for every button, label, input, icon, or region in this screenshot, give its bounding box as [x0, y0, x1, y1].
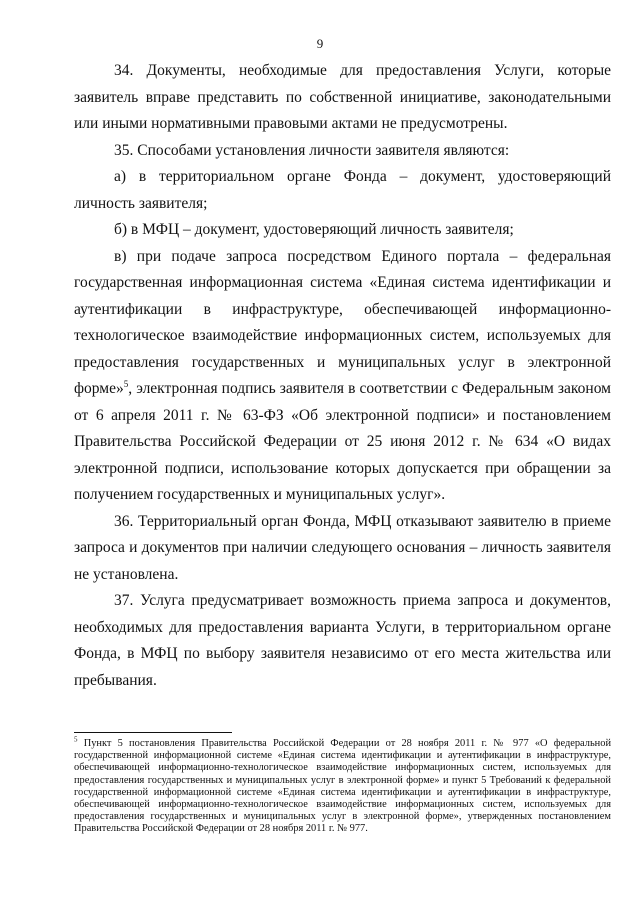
document-body — [74, 58, 611, 694]
paragraph-35-a: а) в территориальном органе Фонда – документ, удостоверяющий личность заявителя; — [74, 168, 611, 212]
paragraph-35-b: б) в МФЦ – документ, удостоверяющий личность заявителя; — [114, 221, 514, 238]
paragraph-36: 36. Территориальный орган Фонда, МФЦ отказывают заявителю в приеме запроса и документов при наличии следующего основания – личность заявителя не установлена. — [74, 512, 611, 583]
paragraph-37: 37. Услуга предусматривает возможность приема запроса и документов, необходимых для предоставления варианта Услуги, в территориальном органе Фонда, в МФЦ по выбору заявителя независимо от его места жительства или пребывания. — [74, 592, 611, 689]
footnote-reference: 5 — [123, 378, 129, 389]
paragraph-35-c — [74, 244, 611, 509]
footnote-mark: 5 — [74, 735, 78, 744]
page-number: 9 — [316, 36, 324, 51]
footnote-divider — [74, 732, 232, 733]
paragraph-35-c-text-before: в) при подаче запроса посредством Единого портала – федеральная государственная информационная система «Единая система идентификации и аутентификации в инфраструктуре, обеспечивающей информационно-технологическое взаимодействие информационных систем, используемых для предоставления государственных и муниципальных услуг в электронной форме» — [74, 247, 611, 397]
paragraph-34: 34. Документы, необходимые для предоставления Услуги, которые заявитель вправе представить по собственной инициативе, законодательными или иными нормативными правовыми актами не предусмотрены. — [74, 62, 611, 132]
footnote — [74, 735, 611, 836]
paragraph-35: 35. Способами установления личности заявителя являются: — [114, 141, 510, 159]
footnote-text: Пункт 5 постановления Правительства Российской Федерации от 28 ноября 2011 г. № 977 «О федеральной государственной информационной системе «Единая система идентификации и аутентификации в инфраструктуре, обеспечивающей информационно-технологическое взаимодействие информационных систем, используемых для предоставления государственных и муниципальных услуг в электронной форме» и пункт 5 Требований к федеральной государственной информационной системе «Единая система идентификации и аутентификации в инфраструктуре, обеспечивающей информационно-технологическое взаимодействие информационных систем, используемых для предоставления государственных и муниципальных услуг в электронной форме», утвержденных постановлением Правительства Российской Федерации от 28 ноября 2011 г. № 977. — [74, 738, 611, 835]
paragraph-35-c-text-after: , электронная подпись заявителя в соответствии с Федеральным законом от 6 апреля 2011 г. № 63-ФЗ «Об электронной подписи» и постановлением Правительства Российской Федерации от 25 июня 2012 г. № 634 «О видах электронной подписи, использование которых допускается при обращении за получением государственных и муниципальных услуг». — [74, 380, 611, 503]
